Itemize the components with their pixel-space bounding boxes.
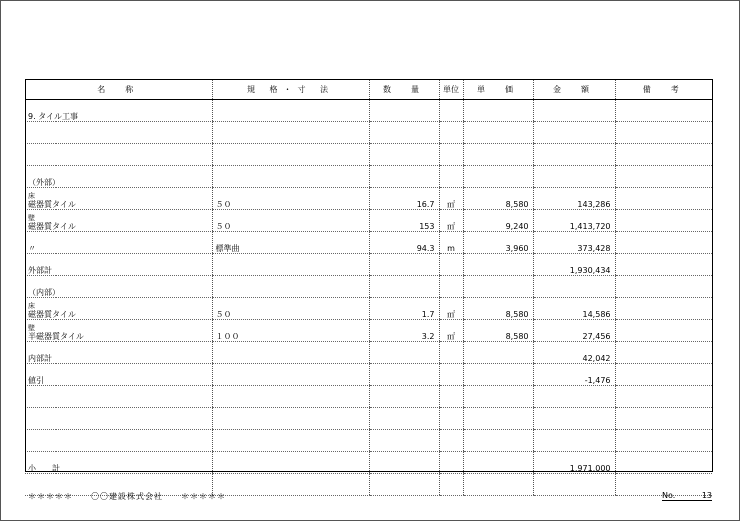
table-header xyxy=(25,80,712,100)
row-spec: ５０ xyxy=(212,188,369,210)
row-spec: 標準曲 xyxy=(212,232,369,254)
header-price: 単 価 xyxy=(463,80,533,100)
row-unit xyxy=(439,452,463,474)
row-unit xyxy=(439,364,463,386)
row-amount xyxy=(533,144,615,166)
row-remarks xyxy=(615,408,712,430)
row-qty: 153 xyxy=(369,210,439,232)
row-spec xyxy=(212,386,369,408)
row-amount xyxy=(533,122,615,144)
row-name xyxy=(25,408,212,430)
row-name xyxy=(25,210,212,232)
row-remarks xyxy=(615,276,712,298)
row-price xyxy=(463,452,533,474)
row-unit: ㎡ xyxy=(439,298,463,320)
row-remarks xyxy=(615,364,712,386)
row-unit xyxy=(439,122,463,144)
row-amount: 143,286 xyxy=(533,188,615,210)
row-amount xyxy=(533,474,615,496)
row-unit: ㎡ xyxy=(439,320,463,342)
row-spec xyxy=(212,122,369,144)
table-row xyxy=(25,188,712,210)
row-price: 8,580 xyxy=(463,320,533,342)
row-price xyxy=(463,122,533,144)
row-name xyxy=(25,232,212,254)
row-amount: 1,413,720 xyxy=(533,210,615,232)
row-name xyxy=(25,188,212,210)
table-row xyxy=(25,364,712,386)
row-price xyxy=(463,430,533,452)
table-row xyxy=(25,408,712,430)
row-name-text: 9. タイル工事 xyxy=(28,112,79,121)
row-qty: 16.7 xyxy=(369,188,439,210)
row-unit xyxy=(439,100,463,122)
row-price xyxy=(463,276,533,298)
company-footer: ＊＊＊＊＊ 〇〇建設株式会社 ＊＊＊＊＊ xyxy=(28,492,226,501)
row-unit xyxy=(439,342,463,364)
row-unit: ㎡ xyxy=(439,210,463,232)
row-amount xyxy=(533,276,615,298)
row-name xyxy=(25,166,212,188)
row-qty: 1.7 xyxy=(369,298,439,320)
row-remarks xyxy=(615,452,712,474)
row-qty xyxy=(369,166,439,188)
estimate-table xyxy=(25,79,712,496)
row-location: 床 xyxy=(28,192,35,200)
row-spec xyxy=(212,166,369,188)
row-qty xyxy=(369,474,439,496)
row-unit xyxy=(439,276,463,298)
table-row xyxy=(25,144,712,166)
row-qty xyxy=(369,254,439,276)
row-amount: 373,428 xyxy=(533,232,615,254)
header-spec: 規 格・寸 法 xyxy=(212,80,369,100)
table-row xyxy=(25,254,712,276)
row-spec xyxy=(212,430,369,452)
row-remarks xyxy=(615,122,712,144)
row-spec xyxy=(212,100,369,122)
row-qty xyxy=(369,408,439,430)
row-remarks xyxy=(615,210,712,232)
row-price xyxy=(463,408,533,430)
table-row xyxy=(25,342,712,364)
table-row xyxy=(25,452,712,474)
header-amount: 金 額 xyxy=(533,80,615,100)
row-name xyxy=(25,430,212,452)
row-qty xyxy=(369,452,439,474)
table-row xyxy=(25,100,712,122)
table-row xyxy=(25,276,712,298)
row-qty xyxy=(369,342,439,364)
row-qty xyxy=(369,144,439,166)
row-name xyxy=(25,122,212,144)
row-name-text: 半磁器質タイル xyxy=(28,332,84,341)
row-amount: 1,930,434 xyxy=(533,254,615,276)
row-spec xyxy=(212,452,369,474)
row-qty xyxy=(369,430,439,452)
row-spec xyxy=(212,474,369,496)
row-name xyxy=(25,298,212,320)
table-row xyxy=(25,386,712,408)
row-price xyxy=(463,474,533,496)
row-unit xyxy=(439,430,463,452)
row-remarks xyxy=(615,298,712,320)
row-name-text: 磁器質タイル xyxy=(28,200,76,209)
row-remarks xyxy=(615,342,712,364)
row-name-text: 値引 xyxy=(28,376,44,385)
row-name-text: 外部計 xyxy=(28,266,52,275)
row-price: 3,960 xyxy=(463,232,533,254)
row-remarks xyxy=(615,254,712,276)
row-amount: -1,476 xyxy=(533,364,615,386)
row-remarks xyxy=(615,144,712,166)
row-name-text: 小 計 xyxy=(28,464,60,473)
row-name-text: 磁器質タイル xyxy=(28,222,76,231)
row-unit: m xyxy=(439,232,463,254)
row-spec xyxy=(212,144,369,166)
row-qty xyxy=(369,100,439,122)
row-name-text: （内部） xyxy=(28,288,60,297)
row-name xyxy=(25,254,212,276)
row-name xyxy=(25,276,212,298)
table-row xyxy=(25,430,712,452)
row-name-text: （外部） xyxy=(28,178,60,187)
row-unit xyxy=(439,386,463,408)
row-price xyxy=(463,166,533,188)
row-qty xyxy=(369,122,439,144)
row-spec: １００ xyxy=(212,320,369,342)
row-amount: 27,456 xyxy=(533,320,615,342)
row-unit xyxy=(439,474,463,496)
row-price xyxy=(463,342,533,364)
row-price: 8,580 xyxy=(463,188,533,210)
page-number xyxy=(662,491,712,501)
row-unit xyxy=(439,408,463,430)
table-row xyxy=(25,122,712,144)
header-qty: 数 量 xyxy=(369,80,439,100)
table-row xyxy=(25,210,712,232)
row-spec xyxy=(212,364,369,386)
row-remarks xyxy=(615,430,712,452)
row-name xyxy=(25,386,212,408)
row-unit: ㎡ xyxy=(439,188,463,210)
row-price: 9,240 xyxy=(463,210,533,232)
row-name xyxy=(25,452,212,474)
row-spec xyxy=(212,254,369,276)
row-name xyxy=(25,144,212,166)
row-amount: 42,042 xyxy=(533,342,615,364)
row-qty xyxy=(369,386,439,408)
row-name xyxy=(25,364,212,386)
row-unit xyxy=(439,254,463,276)
header-name: 名 称 xyxy=(25,80,212,100)
table-row xyxy=(25,232,712,254)
row-location: 壁 xyxy=(28,324,35,332)
row-name-text: 磁器質タイル xyxy=(28,310,76,319)
row-remarks xyxy=(615,386,712,408)
row-amount xyxy=(533,166,615,188)
row-name-text: 内部計 xyxy=(28,354,52,363)
row-qty: 3.2 xyxy=(369,320,439,342)
row-amount xyxy=(533,100,615,122)
row-location: 壁 xyxy=(28,214,35,222)
row-remarks xyxy=(615,188,712,210)
table-row xyxy=(25,298,712,320)
row-spec xyxy=(212,408,369,430)
row-price xyxy=(463,254,533,276)
page-number-value: 13 xyxy=(701,491,712,500)
row-spec xyxy=(212,276,369,298)
header-unit: 単位 xyxy=(439,80,463,100)
row-spec: ５０ xyxy=(212,298,369,320)
row-spec xyxy=(212,342,369,364)
row-amount xyxy=(533,386,615,408)
row-remarks xyxy=(615,100,712,122)
row-qty xyxy=(369,364,439,386)
row-name xyxy=(25,320,212,342)
page-label: No. xyxy=(662,491,676,500)
row-remarks xyxy=(615,320,712,342)
header-remarks: 備 考 xyxy=(615,80,712,100)
row-name-text: 〃 xyxy=(28,244,36,253)
row-price: 8,580 xyxy=(463,298,533,320)
row-price xyxy=(463,364,533,386)
row-amount xyxy=(533,430,615,452)
row-price xyxy=(463,386,533,408)
row-name xyxy=(25,342,212,364)
row-spec: ５０ xyxy=(212,210,369,232)
row-amount xyxy=(533,408,615,430)
row-amount: 14,586 xyxy=(533,298,615,320)
row-qty xyxy=(369,276,439,298)
row-unit xyxy=(439,166,463,188)
row-price xyxy=(463,100,533,122)
row-qty: 94.3 xyxy=(369,232,439,254)
row-location: 床 xyxy=(28,302,35,310)
row-amount: 1,971,000 xyxy=(533,452,615,474)
row-name xyxy=(25,100,212,122)
table-row xyxy=(25,166,712,188)
row-remarks xyxy=(615,166,712,188)
row-price xyxy=(463,144,533,166)
table-row xyxy=(25,320,712,342)
row-remarks xyxy=(615,232,712,254)
row-unit xyxy=(439,144,463,166)
